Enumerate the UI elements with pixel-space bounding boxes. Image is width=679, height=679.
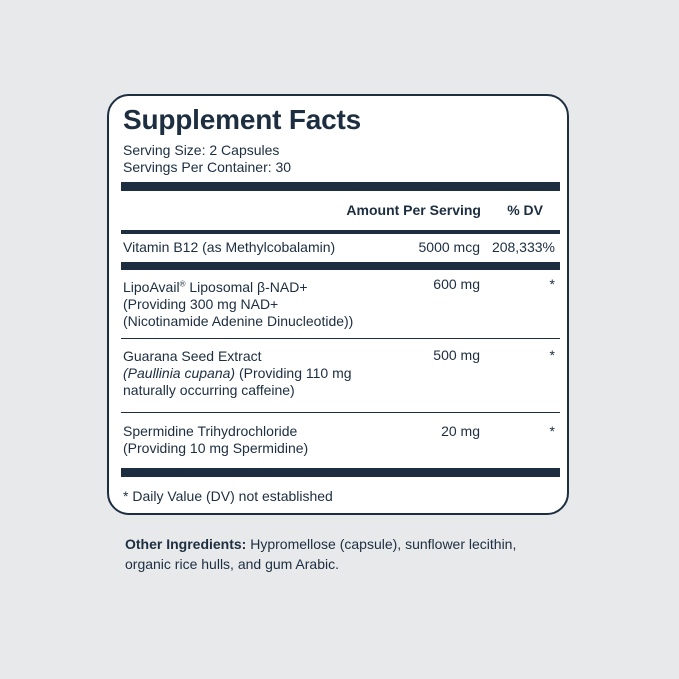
nutrient-name-line: (Providing 300 mg NAD+ [123,296,279,312]
nutrient-name-line: Vitamin B12 (as Methylcobalamin) [123,239,336,255]
servings-per-container: Servings Per Container: 30 [123,159,292,175]
nutrient-name-line: Spermidine Trihydrochloride [123,423,298,439]
nutrient-name-guarana [123,348,352,399]
nutrient-name-nad [123,279,353,330]
thick-divider-middle [121,262,560,270]
nutrient-amount-nad: 600 mg [433,276,480,292]
nutrient-name-line: naturally occurring caffeine) [123,382,295,398]
nutrient-name-part: LipoAvail [123,279,180,295]
registered-mark: ® [179,279,186,289]
nutrient-name-part: Liposomal β-NAD+ [185,279,308,295]
daily-value-footnote: * Daily Value (DV) not established [123,488,333,504]
nutrient-amount-vitamin-b12: 5000 mcg [418,239,480,255]
nutrient-name-part: (Providing 110 mg [235,365,352,381]
other-ingredients-label: Other Ingredients: [125,536,247,552]
nutrient-amount-spermidine: 20 mg [441,423,480,439]
thick-divider-bottom [121,468,560,477]
nutrient-name-line: (Providing 10 mg Spermidine) [123,440,309,456]
nutrient-name-line: (Nicotinamide Adenine Dinucleotide)) [123,313,354,329]
panel-title: Supplement Facts [123,104,361,135]
serving-size: Serving Size: 2 Capsules [123,142,280,158]
nutrient-dv-spermidine: * [549,423,555,439]
nutrient-dv-guarana: * [549,347,555,363]
thick-divider-top [121,182,560,191]
amount-per-serving-header: Amount Per Serving [346,202,481,218]
row-divider [121,412,560,413]
supplement-facts-panel [107,94,569,515]
header-divider [121,230,560,234]
nutrient-dv-vitamin-b12: 208,333% [491,239,555,255]
nutrient-dv-nad: * [549,276,555,292]
nutrient-latin-name: (Paullinia cupana) [123,365,236,381]
row-divider [121,338,560,339]
nutrient-amount-guarana: 500 mg [433,347,480,363]
nutrient-name-vitamin-b12 [123,239,335,256]
nutrient-name-spermidine [123,423,308,457]
dv-header: % DV [507,202,543,218]
other-ingredients-text: Hypromellose (capsule), sunflower lecithin, organic rice hulls, and gum Arabic. [125,536,517,572]
other-ingredients [125,534,565,574]
nutrient-name-line: Guarana Seed Extract [123,348,262,364]
